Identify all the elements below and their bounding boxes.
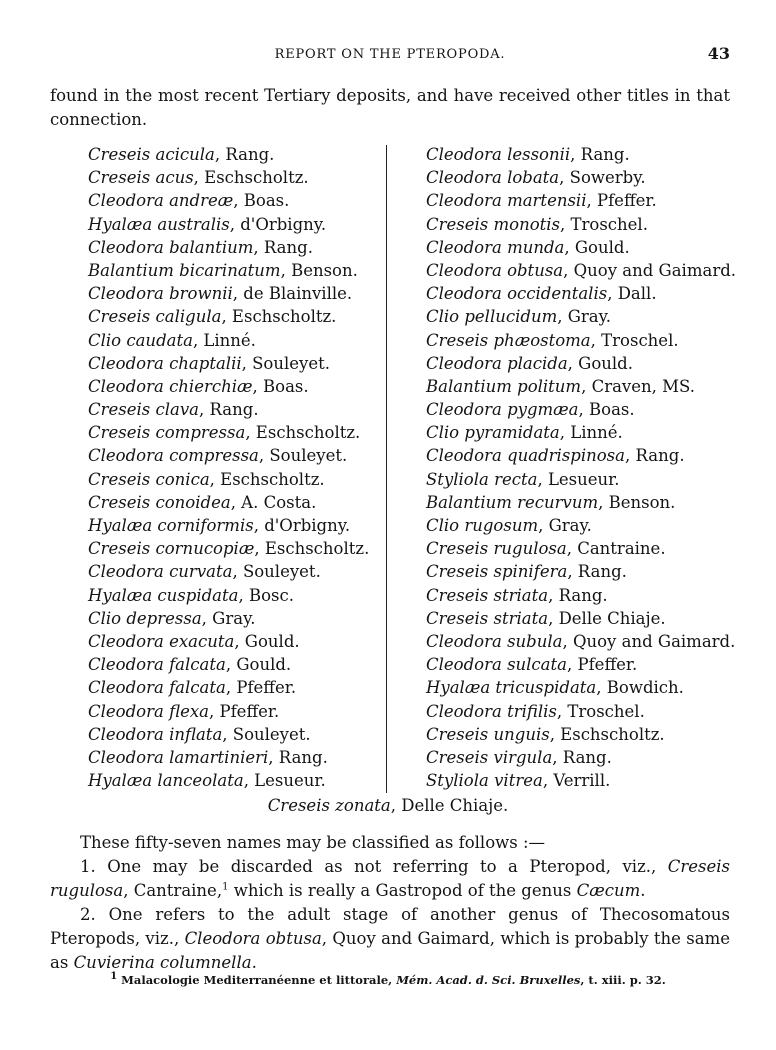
species-author: , Pfeffer. — [566, 655, 638, 675]
species-name: Cleodora exacuta — [88, 631, 235, 651]
species-author: , Gould. — [564, 237, 630, 257]
species-author: , Rang. — [625, 446, 685, 466]
species-author: , Sowerby. — [559, 168, 646, 188]
species-author: , Eschscholtz. — [549, 724, 665, 744]
species-entry — [426, 352, 746, 375]
species-name: Cleodora falcata — [88, 655, 226, 675]
species-author: , Lesueur. — [537, 469, 620, 489]
species-author: , Gray. — [557, 307, 611, 327]
species-author: , Pfeffer. — [225, 678, 297, 698]
species-author: , Eschscholtz. — [193, 168, 309, 188]
species-entry — [88, 398, 408, 421]
species-entry — [88, 491, 408, 514]
species-name: Creseis compressa — [88, 423, 246, 443]
species-name: Styliola vitrea — [426, 771, 543, 791]
species-entry — [88, 259, 408, 282]
species-entry — [88, 143, 408, 166]
species-entry — [426, 769, 746, 792]
species-name: Cleodora compressa — [88, 446, 259, 466]
species-list-right — [426, 143, 746, 792]
species-entry — [426, 514, 746, 537]
species-author: , Benson. — [598, 492, 676, 512]
species-entry — [88, 723, 408, 746]
species-entry — [426, 375, 746, 398]
genus-name: Cæcum — [576, 881, 641, 900]
species-author: , Gould. — [567, 353, 633, 373]
species-name: Creseis conica — [88, 469, 210, 489]
species-entry — [88, 700, 408, 723]
running-title: REPORT ON THE PTEROPODA. — [274, 47, 506, 62]
species-author: , Gould. — [234, 631, 300, 651]
species-author: , Eschscholtz. — [209, 469, 325, 489]
species-entry — [426, 723, 746, 746]
species-name: Cleodora martensii — [426, 191, 587, 211]
species-name: Creseis conoidea — [88, 492, 231, 512]
species-author: , Gray. — [201, 608, 256, 628]
species-name: Hyalæa corniformis — [88, 516, 254, 535]
species-entry — [88, 746, 408, 769]
species-author: , d'Orbigny. — [229, 214, 327, 234]
species-author: , Troschel. — [556, 701, 645, 721]
species-name: Clio rugosum — [426, 516, 539, 535]
species-author: , Gray. — [538, 516, 592, 535]
species-entry — [426, 607, 746, 630]
species-entry — [426, 537, 746, 560]
species-author: , Eschscholtz. — [254, 539, 370, 559]
species-entry — [88, 189, 408, 212]
species-entry — [88, 236, 408, 259]
species-name: Cleodora inflata — [88, 724, 223, 744]
species-entry — [88, 630, 408, 653]
species-name: Clio depressa — [88, 608, 202, 628]
species-name: Cleodora brownii — [88, 284, 233, 304]
species-name: Cleodora quadrispinosa — [426, 446, 625, 466]
species-author: , Linné. — [559, 423, 623, 443]
species-name: Cleodora sulcata — [426, 655, 567, 675]
species-name: Creseis spinifera — [426, 562, 568, 582]
species-name: Cleodora occidentalis — [426, 284, 608, 304]
species-entry — [88, 305, 408, 328]
species-entry — [426, 259, 746, 282]
classification-item-2: 2. One refers to the adult stage of another genus of Thecosomatous Pteropods, viz., Cleodora obtusa, Quoy and Gaimard, which is probably the same as Cuvierina columnella. — [50, 905, 731, 972]
species-entry — [426, 189, 746, 212]
species-name: Creseis striata — [426, 608, 549, 628]
species-author: , Gould. — [225, 655, 292, 675]
species-author: , Rang. — [199, 400, 259, 420]
species-name: Cleodora trifilis — [426, 701, 557, 721]
species-entry — [88, 584, 408, 607]
classification-item-1: 1. One may be discarded as not referring to a Pteropod, viz., Creseis rugulosa, Cantraine,$^1$ which is really a Gastropod of the genus Cæcum. — [50, 857, 730, 900]
species-name: Creseis virgula — [426, 747, 553, 767]
species-name: Creseis acicula — [88, 145, 215, 164]
species-name: Hyalæa australis — [88, 214, 230, 234]
page-header — [50, 44, 730, 66]
species-author: , Bosc. — [238, 585, 294, 605]
species-author: , Linné. — [192, 330, 256, 350]
species-author: , Cantraine. — [566, 539, 666, 559]
species-entry — [426, 444, 746, 467]
species-author: , Rang. — [567, 562, 627, 582]
species-name: Cleodora flexa — [88, 701, 209, 721]
species-entry — [88, 676, 408, 699]
species-name: Clio pellucidum — [426, 307, 558, 327]
species-author: , Rang. — [253, 237, 313, 257]
species-author: , Souleyet. — [258, 446, 348, 466]
species-author: , Troschel. — [590, 330, 679, 350]
species-author: , Souleyet. — [241, 353, 330, 373]
species-author: , Eschscholtz. — [245, 423, 361, 443]
species-author: , Dall. — [607, 284, 657, 304]
species-name: Cleodora obtusa — [426, 260, 564, 280]
species-name: Clio pyramidata — [426, 423, 560, 443]
footnote-marker: 1 — [222, 881, 229, 893]
species-name: Creseis acus — [88, 168, 194, 188]
species-author: , Rang. — [552, 747, 612, 767]
species-entry — [426, 305, 746, 328]
species-name: Creseis rugulosa — [426, 539, 567, 559]
species-name: Cleodora andreæ — [88, 191, 234, 211]
footnote-journal: Mém. Acad. d. Sci. Bruxelles — [396, 973, 581, 987]
species-name: Cleodora subula — [426, 631, 563, 651]
species-name: Hyalæa lanceolata — [88, 771, 244, 791]
species-author: , Quoy and Gaimard. — [563, 260, 737, 280]
column-divider — [386, 145, 387, 793]
species-author: , Rang. — [214, 145, 275, 164]
species-name: Balantium bicarinatum — [88, 260, 281, 280]
species-entry — [426, 676, 746, 699]
species-name: Cleodora pygmæa — [426, 400, 579, 420]
species-entry — [88, 444, 408, 467]
species-author: , Lesueur. — [243, 771, 326, 791]
species-name: Styliola recta — [426, 469, 538, 489]
species-name: Creseis zonata — [267, 796, 391, 815]
species-name: Creseis striata — [426, 585, 549, 605]
species-entry — [426, 282, 746, 305]
species-name: Cleodora lessonii — [426, 145, 571, 164]
species-author: , Verrill. — [542, 771, 611, 791]
species-name: Cuvierina columnella — [73, 953, 252, 972]
species-author: , Quoy and Gaimard. — [562, 631, 736, 651]
species-entry — [88, 769, 408, 792]
species-entry — [426, 584, 746, 607]
species-author: , Rang. — [570, 145, 630, 164]
species-entry — [88, 607, 408, 630]
species-entry — [426, 166, 746, 189]
species-entry — [88, 213, 408, 236]
species-entry — [426, 143, 746, 166]
species-entry — [88, 468, 408, 491]
species-author: , Eschscholtz. — [221, 307, 337, 327]
species-author: , Pfeffer. — [208, 701, 280, 721]
species-author: , Souleyet. — [232, 562, 321, 582]
species-author: , Delle Chiaje. — [390, 796, 509, 815]
species-entry — [426, 329, 746, 352]
species-name: Balantium politum — [426, 376, 582, 396]
footnote: $^1$ Malacologie Mediterranéenne et littorale, Mém. Acad. d. Sci. Bruxelles, t. xiii. p. 32. — [110, 971, 666, 987]
species-author: , de Blainville. — [232, 284, 353, 304]
species-author: , Boas. — [252, 376, 309, 396]
species-entry — [88, 352, 408, 375]
species-entry — [88, 282, 408, 305]
species-name: Cleodora placida — [426, 353, 568, 373]
species-name: Cleodora obtusa — [184, 929, 322, 948]
species-entry — [88, 514, 408, 537]
species-entry — [426, 421, 746, 444]
species-entry — [88, 166, 408, 189]
species-name: Cleodora chierchiæ — [88, 376, 253, 396]
species-name: Cleodora lamartinieri — [88, 747, 269, 767]
species-name: Clio caudata — [88, 330, 193, 350]
species-name: Creseis cornucopiæ — [88, 539, 255, 559]
species-entry — [426, 746, 746, 769]
species-entry — [88, 560, 408, 583]
species-entry — [426, 630, 746, 653]
species-name: Cleodora curvata — [88, 562, 233, 582]
footnote-number: 1 — [110, 971, 118, 983]
species-entry — [426, 468, 746, 491]
species-entry — [88, 375, 408, 398]
species-name: Creseis monotis — [426, 214, 561, 234]
species-entry — [426, 398, 746, 421]
species-author: , Boas. — [578, 400, 635, 420]
species-name: Cleodora balantium — [88, 237, 254, 257]
species-name: Cleodora chaptalii — [88, 353, 242, 373]
species-author: , Benson. — [280, 260, 358, 280]
species-name: Cleodora lobata — [426, 168, 560, 188]
species-author: , Rang. — [548, 585, 608, 605]
classification-intro: These fifty-seven names may be classified as follows :— — [80, 833, 546, 852]
species-name: Creseis clava — [88, 400, 200, 420]
species-entry — [426, 560, 746, 583]
species-author: , A. Costa. — [230, 492, 317, 512]
species-author: , Craven, MS. — [581, 376, 695, 396]
species-entry — [426, 213, 746, 236]
species-name: Balantium recurvum — [426, 492, 599, 512]
species-author: , Boas. — [233, 191, 290, 211]
species-entry — [426, 653, 746, 676]
species-entry — [426, 491, 746, 514]
species-name: Creseis caligula — [88, 307, 222, 327]
species-entry — [88, 421, 408, 444]
species-name: Cleodora munda — [426, 237, 565, 257]
species-entry — [88, 329, 408, 352]
species-author: , Troschel. — [560, 214, 648, 234]
species-author: , d'Orbigny. — [253, 516, 351, 535]
species-entry — [88, 653, 408, 676]
species-entry — [426, 236, 746, 259]
species-name: Creseis phæostoma — [426, 330, 591, 350]
species-entry — [426, 700, 746, 723]
intro-paragraph: found in the most recent Tertiary deposits, and have received other titles in that connection. — [50, 86, 730, 129]
species-list-left — [88, 143, 408, 792]
species-entry-final — [0, 794, 776, 817]
species-entry — [88, 537, 408, 560]
species-name: Hyalæa cuspidata — [88, 585, 239, 605]
species-name: Hyalæa tricuspidata — [426, 678, 597, 698]
species-author: , Delle Chiaje. — [548, 608, 666, 628]
species-name: Creseis rugulosa — [50, 857, 730, 900]
species-author: , Rang. — [268, 747, 328, 767]
page-number: 43 — [707, 44, 730, 63]
species-author: , Pfeffer. — [586, 191, 657, 211]
species-author: , Bowdich. — [596, 678, 684, 698]
species-name: Creseis unguis — [426, 724, 550, 744]
species-author: , Souleyet. — [222, 724, 311, 744]
species-name: Cleodora falcata — [88, 678, 226, 698]
